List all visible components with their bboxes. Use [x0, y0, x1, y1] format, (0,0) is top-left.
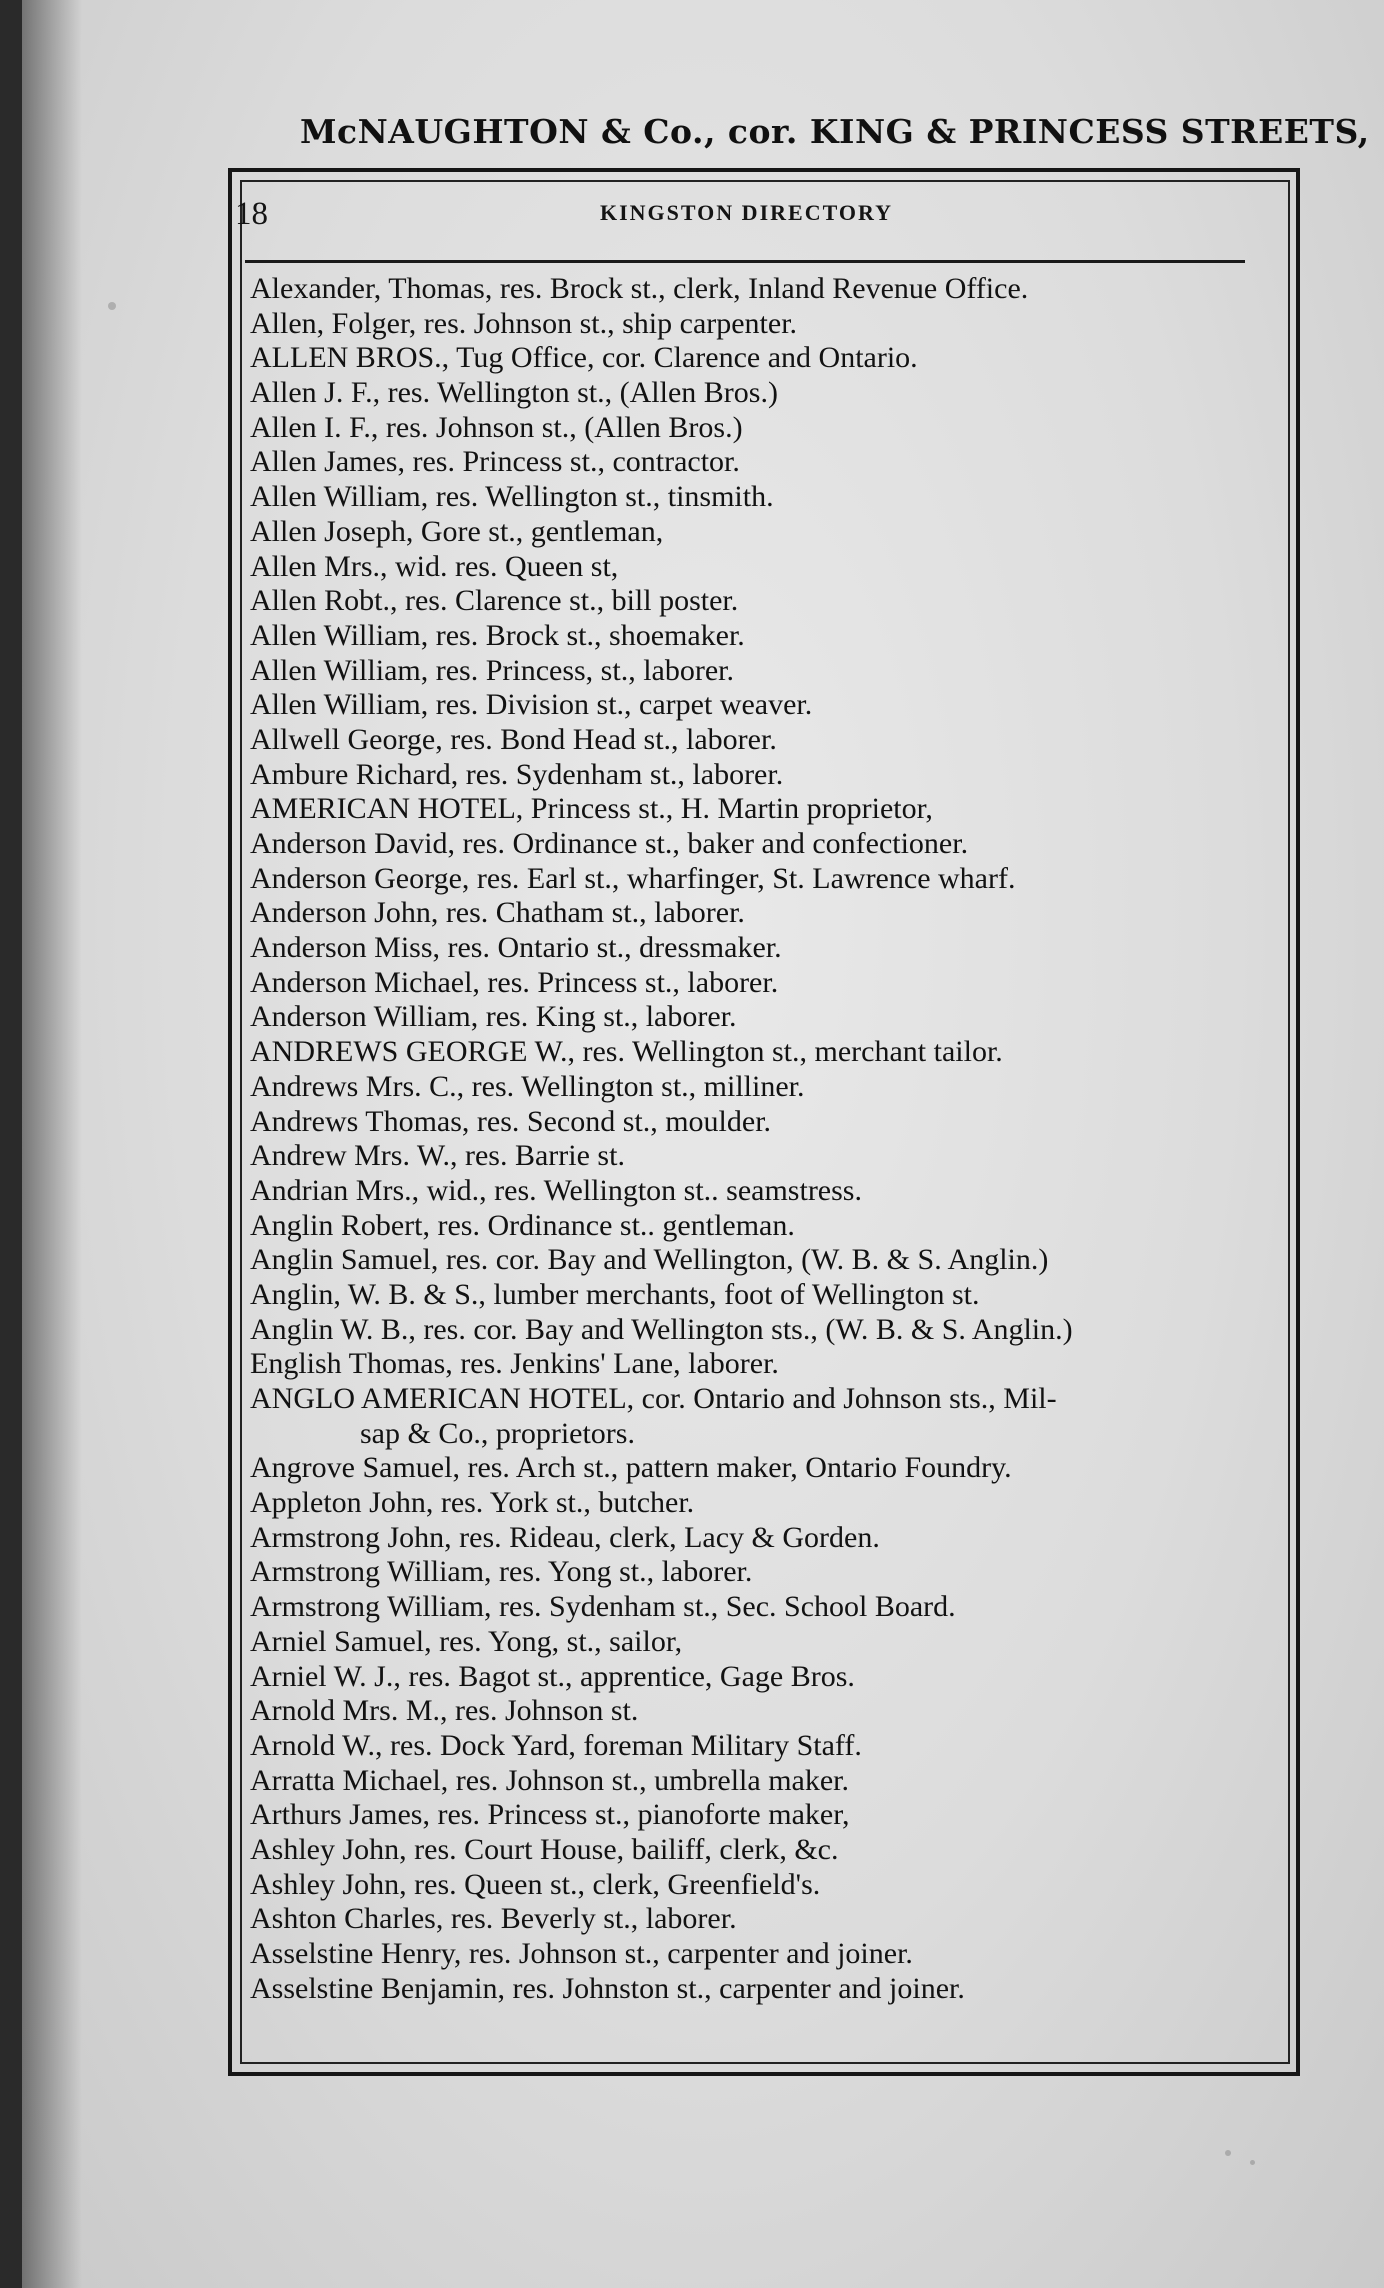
- directory-entry: AMERICAN HOTEL, Princess st., H. Martin proprietor,: [250, 792, 933, 826]
- directory-entry: English Thomas, res. Jenkins' Lane, laborer.: [250, 1347, 779, 1381]
- directory-entry: Armstrong William, res. Sydenham st., Sec. School Board.: [250, 1590, 956, 1624]
- directory-entry: ANGLO AMERICAN HOTEL, cor. Ontario and Johnson sts., Mil-: [250, 1382, 1057, 1415]
- directory-entry: Asselstine Henry, res. Johnson st., carpenter and joiner.: [250, 1937, 913, 1970]
- directory-entry: Anderson Michael, res. Princess st., laborer.: [250, 965, 779, 999]
- directory-title: KINGSTON DIRECTORY: [600, 200, 893, 225]
- directory-entry: Appleton John, res. York st., butcher.: [250, 1486, 695, 1520]
- directory-entry: Andrews Mrs. C., res. Wellington st., milliner.: [250, 1069, 805, 1103]
- page-number: 18: [235, 196, 268, 232]
- directory-entry: Allen J. F., res. Wellington st., (Allen Bros.): [250, 376, 778, 410]
- directory-entry: Ashley John, res. Court House, bailiff, clerk, &c.: [250, 1832, 839, 1866]
- directory-entries: [250, 272, 1280, 2006]
- directory-entry: Arniel Samuel, res. Yong, st., sailor,: [250, 1624, 683, 1658]
- directory-entry: ANDREWS GEORGE W., res. Wellington st., merchant tailor.: [250, 1035, 1003, 1069]
- running-head: McNAUGHTON & Co., cor. KING & PRINCESS STREETS,: [300, 112, 1370, 151]
- directory-entry: Armstrong William, res. Yong st., laborer.: [250, 1555, 753, 1589]
- directory-entry: Ambure Richard, res. Sydenham st., laborer.: [250, 757, 784, 791]
- directory-entry: Anderson George, res. Earl st., wharfinger, St. Lawrence wharf.: [250, 861, 1016, 895]
- directory-entry: Allen Robt., res. Clarence st., bill poster.: [250, 584, 739, 618]
- directory-entry: Ashton Charles, res. Beverly st., laborer.: [250, 1902, 737, 1936]
- directory-entry: Anglin, W. B. & S., lumber merchants, foot of Wellington st.: [250, 1277, 980, 1311]
- directory-entry: Arniel W. J., res. Bagot st., apprentice, Gage Bros.: [250, 1659, 855, 1693]
- directory-entry: Alexander, Thomas, res. Brock st., clerk, Inland Revenue Office.: [250, 272, 1029, 305]
- directory-entry: Allen William, res. Brock st., shoemaker.: [250, 618, 745, 652]
- directory-entry: Anderson David, res. Ordinance st., baker and confectioner.: [250, 827, 969, 860]
- directory-entry: Andrew Mrs. W., res. Barrie st.: [250, 1139, 625, 1173]
- directory-entry: Armstrong John, res. Rideau, clerk, Lacy & Gorden.: [250, 1520, 880, 1554]
- directory-entry-continuation: sap & Co., proprietors.: [360, 1416, 635, 1450]
- directory-entry: Allen Mrs., wid. res. Queen st,: [250, 549, 619, 583]
- directory-entry: Angrove Samuel, res. Arch st., pattern maker, Ontario Foundry.: [250, 1451, 1012, 1485]
- directory-entry: ALLEN BROS., Tug Office, cor. Clarence and Ontario.: [250, 341, 918, 375]
- directory-entry: Arnold W., res. Dock Yard, foreman Military Staff.: [250, 1728, 862, 1762]
- directory-entry: Allen Joseph, Gore st., gentleman,: [250, 514, 664, 548]
- directory-entry: Allen William, res. Wellington st., tinsmith.: [250, 480, 774, 514]
- directory-entry: Andrews Thomas, res. Second st., moulder.: [250, 1104, 772, 1138]
- directory-entry: Anderson Miss, res. Ontario st., dressmaker.: [250, 931, 782, 965]
- directory-entry: Allen William, res. Princess, st., laborer.: [250, 653, 734, 687]
- ink-speck: [108, 302, 116, 310]
- directory-entry: Allen, Folger, res. Johnson st., ship carpenter.: [250, 306, 798, 340]
- ink-speck: [1225, 2150, 1231, 2156]
- directory-entry: Anderson John, res. Chatham st., laborer.: [250, 896, 745, 930]
- directory-entry: Allwell George, res. Bond Head st., laborer.: [250, 722, 777, 756]
- directory-entry: Anderson William, res. King st., laborer.: [250, 1000, 737, 1034]
- header-rule: [245, 260, 1245, 263]
- binding-shadow: [22, 0, 82, 2288]
- directory-entry: Ashley John, res. Queen st., clerk, Greenfield's.: [250, 1867, 821, 1901]
- directory-entry: Anglin Robert, res. Ordinance st.. gentleman.: [250, 1208, 795, 1242]
- directory-entry: Arnold Mrs. M., res. Johnson st.: [250, 1694, 639, 1728]
- directory-entry: Andrian Mrs., wid., res. Wellington st.. seamstress.: [250, 1173, 862, 1207]
- directory-entry: Anglin Samuel, res. cor. Bay and Wellington, (W. B. & S. Anglin.): [250, 1243, 1049, 1277]
- directory-entry: Arratta Michael, res. Johnson st., umbrella maker.: [250, 1763, 850, 1797]
- directory-entry: Asselstine Benjamin, res. Johnston st., carpenter and joiner.: [250, 1971, 965, 2005]
- directory-entry: Arthurs James, res. Princess st., pianoforte maker,: [250, 1798, 850, 1832]
- directory-entry: Anglin W. B., res. cor. Bay and Wellington sts., (W. B. & S. Anglin.): [250, 1312, 1073, 1346]
- directory-entry: Allen I. F., res. Johnson st., (Allen Bros.): [250, 410, 743, 444]
- ink-speck: [1250, 2160, 1255, 2165]
- directory-entry: Allen William, res. Division st., carpet weaver.: [250, 688, 813, 722]
- directory-entry: Allen James, res. Princess st., contractor.: [250, 445, 740, 479]
